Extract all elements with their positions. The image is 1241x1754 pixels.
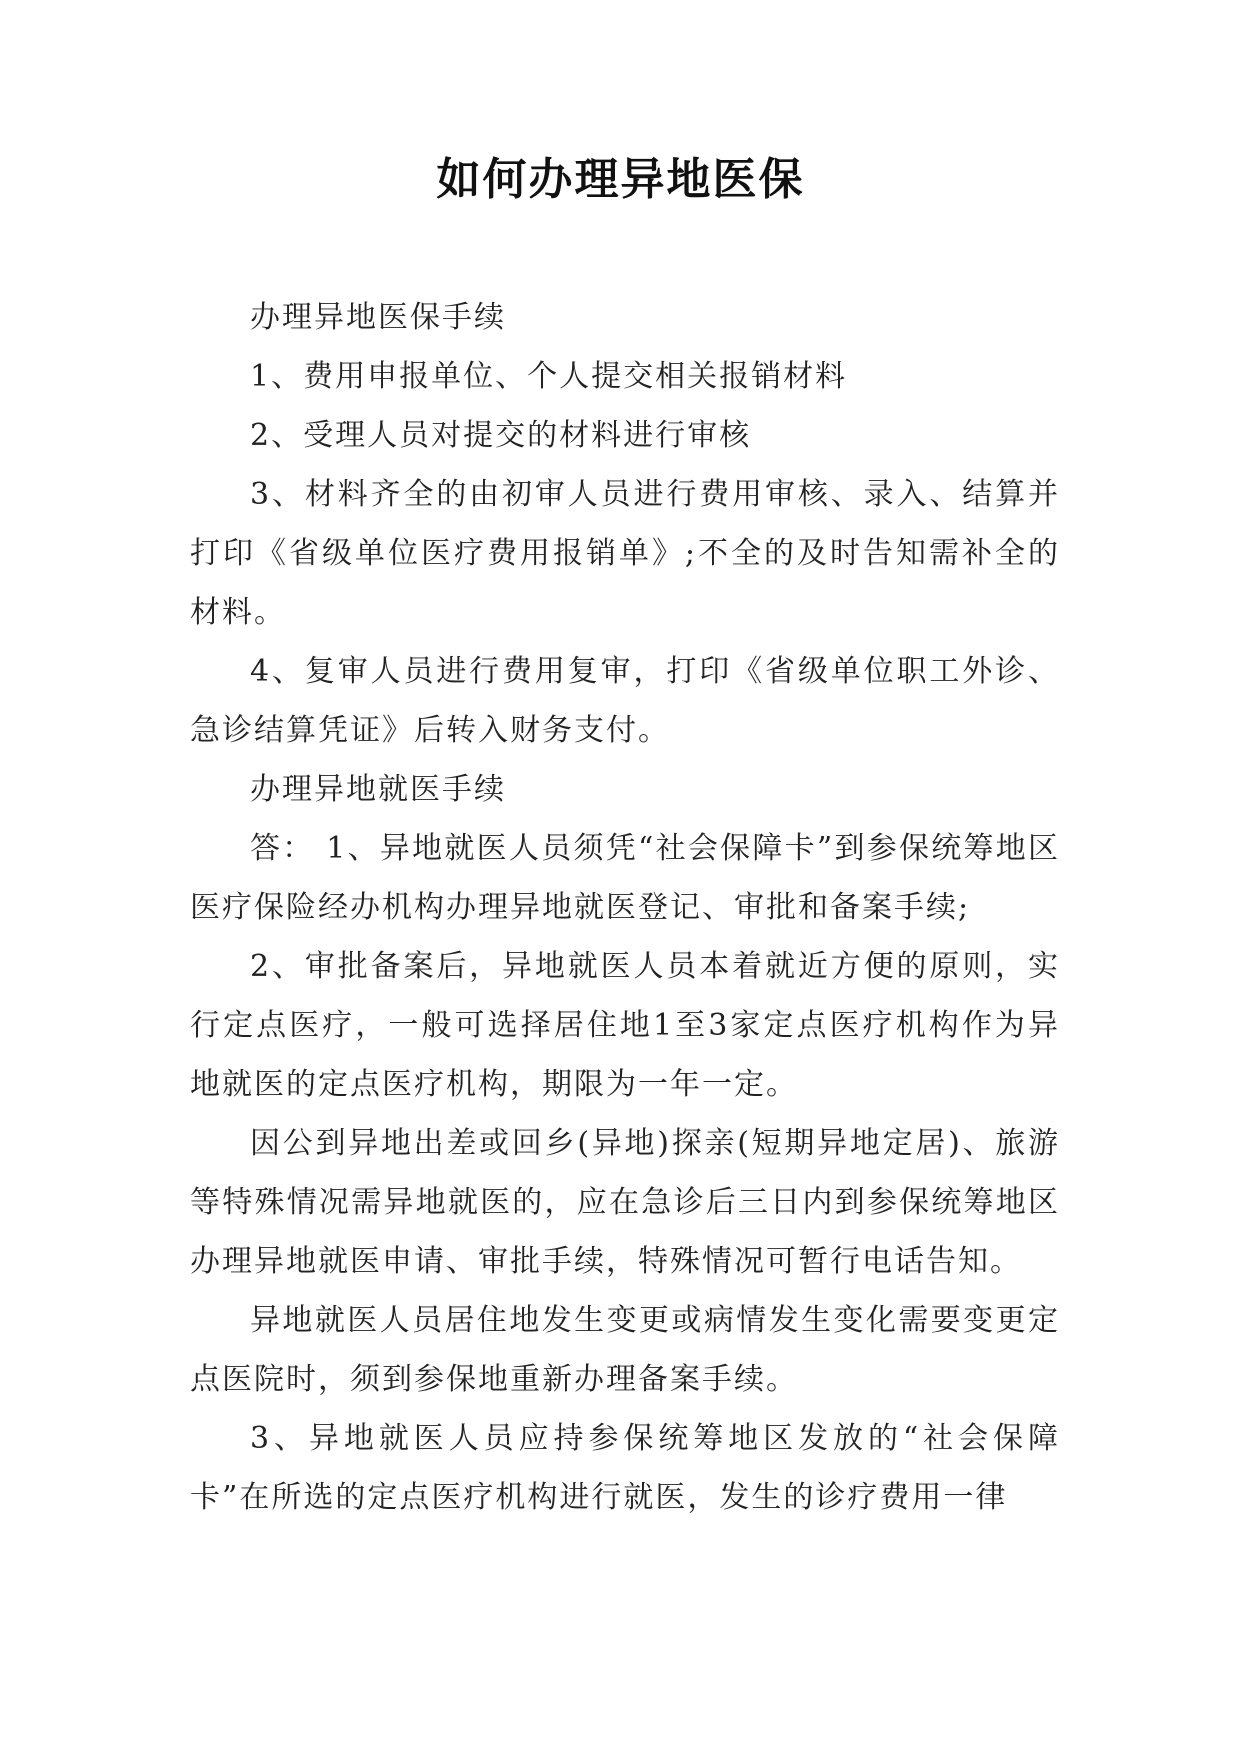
paragraph-step-2: 2、受理人员对提交的材料进行审核	[250, 418, 752, 453]
paragraph-step-3: 3、材料齐全的由初审人员进行费用审核、录入、结算并打印《省级单位医疗费用报销单》;不全的及时告知需补全的材料。	[190, 477, 1060, 630]
paragraph-section-heading-medical: 办理异地就医手续	[250, 772, 506, 807]
paragraph-change-hospital: 异地就医人员居住地发生变更或病情发生变化需要变更定点医院时，须到参保地重新办理备案手续。	[190, 1303, 1060, 1397]
paragraph-special-cases: 因公到异地出差或回乡(异地)探亲(短期异地定居)、旅游等特殊情况需异地就医的，应在急诊后三日内到参保统筹地区办理异地就医申请、审批手续，特殊情况可暂行电话告知。	[190, 1126, 1060, 1279]
paragraph-answer-1: 答： 1、异地就医人员须凭“社会保障卡”到参保统筹地区医疗保险经办机构办理异地就医登记、审批和备案手续;	[190, 831, 1060, 925]
paragraph-step-4: 4、复审人员进行费用复审，打印《省级单位职工外诊、急诊结算凭证》后转入财务支付。	[190, 654, 1060, 748]
paragraph-answer-2: 2、审批备案后，异地就医人员本着就近方便的原则，实行定点医疗，一般可选择居住地1至3家定点医疗机构作为异地就医的定点医疗机构，期限为一年一定。	[190, 949, 1060, 1102]
document-body	[190, 288, 1060, 1527]
paragraph-answer-3: 3、异地就医人员应持参保统筹地区发放的“社会保障卡”在所选的定点医疗机构进行就医，发生的诊疗费用一律	[190, 1421, 1060, 1515]
paragraph-step-1: 1、费用申报单位、个人提交相关报销材料	[250, 359, 848, 394]
page-title: 如何办理异地医保	[436, 154, 805, 205]
paragraph-section-heading-insurance: 办理异地医保手续	[250, 300, 506, 335]
